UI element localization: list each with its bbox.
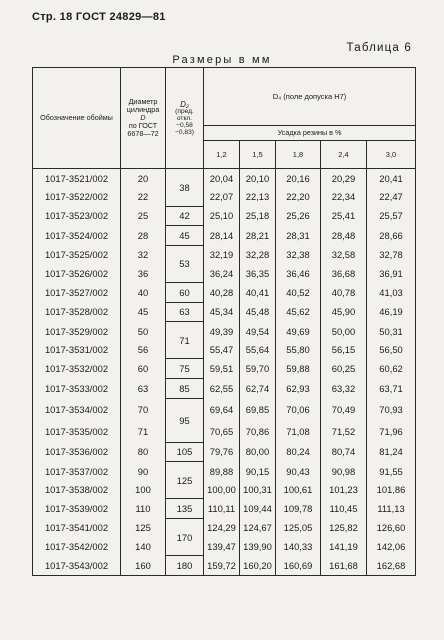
- d4-value-cell: 63,32: [321, 379, 367, 399]
- d4-value-cell: 45,90: [321, 302, 367, 322]
- shrink-2-4: 2,4: [321, 141, 367, 169]
- d4-value-cell: 36,24: [204, 264, 240, 283]
- d4-value-cell: 71,52: [321, 420, 367, 442]
- d4-value-cell: 90,98: [321, 462, 367, 481]
- col-cylinder-header: [121, 68, 166, 169]
- shrink-1-2: 1,2: [204, 141, 240, 169]
- d4-value-cell: 80,00: [240, 442, 276, 462]
- d4-value-cell: 20,41: [367, 169, 416, 188]
- table-row: [33, 499, 416, 519]
- table-row: [33, 226, 416, 246]
- col-designation-header: Обозначение обоймы: [33, 68, 121, 169]
- d4-value-cell: 59,51: [204, 359, 240, 379]
- designation-cell: 1017-3524/002: [33, 226, 121, 246]
- cylinder-cell: 40: [121, 283, 166, 303]
- table-row: [33, 245, 416, 264]
- cylinder-cell: 28: [121, 226, 166, 246]
- cylinder-cell: 32: [121, 245, 166, 264]
- cylinder-cell: 50: [121, 322, 166, 341]
- d4-value-cell: 70,49: [321, 398, 367, 420]
- d4-value-cell: 71,96: [367, 420, 416, 442]
- d4-value-cell: 36,91: [367, 264, 416, 283]
- d4-value-cell: 32,19: [204, 245, 240, 264]
- table-row: [33, 462, 416, 481]
- d4-value-cell: 46,19: [367, 302, 416, 322]
- d4-value-cell: 25,10: [204, 206, 240, 226]
- cylinder-cell: 36: [121, 264, 166, 283]
- d4-value-cell: 70,86: [240, 420, 276, 442]
- cylinder-cell: 45: [121, 302, 166, 322]
- table-row: [33, 379, 416, 399]
- cyl-line4: по ГОСТ: [128, 121, 158, 130]
- designation-cell: 1017-3531/002: [33, 340, 121, 359]
- d4-value-cell: 20,16: [276, 169, 321, 188]
- shrink-header: Усадка резины в %: [204, 126, 416, 141]
- d4-value-cell: 70,06: [276, 398, 321, 420]
- d4-value-cell: 126,60: [367, 519, 416, 538]
- shrink-1-5: 1,5: [240, 141, 276, 169]
- d4-value-cell: 22,13: [240, 188, 276, 207]
- d4-value-cell: 90,15: [240, 462, 276, 481]
- d4-value-cell: 55,47: [204, 340, 240, 359]
- cyl-line2: цилиндра: [126, 105, 160, 114]
- d4-value-cell: 63,71: [367, 379, 416, 399]
- d4-value-cell: 49,69: [276, 322, 321, 341]
- table-row: [33, 519, 416, 538]
- cylinder-cell: 56: [121, 340, 166, 359]
- table-caption: Размеры в мм: [172, 54, 272, 66]
- d4-value-cell: 59,70: [240, 359, 276, 379]
- d4-value-cell: 110,45: [321, 499, 367, 519]
- d2-merged-cell: 95: [166, 398, 204, 442]
- cylinder-cell: 25: [121, 206, 166, 226]
- d4-value-cell: 50,31: [367, 322, 416, 341]
- designation-cell: 1017-3528/002: [33, 302, 121, 322]
- cylinder-cell: 110: [121, 499, 166, 519]
- col-d2-header: [166, 68, 204, 169]
- d4-value-cell: 62,74: [240, 379, 276, 399]
- cylinder-cell: 100: [121, 480, 166, 499]
- designation-cell: 1017-3535/002: [33, 420, 121, 442]
- designation-cell: 1017-3532/002: [33, 359, 121, 379]
- d4-value-cell: 41,03: [367, 283, 416, 303]
- designation-cell: 1017-3536/002: [33, 442, 121, 462]
- d4-value-cell: 25,18: [240, 206, 276, 226]
- d2-merged-cell: 71: [166, 322, 204, 359]
- d4-value-cell: 111,13: [367, 499, 416, 519]
- d4-value-cell: 90,43: [276, 462, 321, 481]
- d4-value-cell: 109,78: [276, 499, 321, 519]
- d2-line3: откл.: [176, 114, 193, 122]
- cyl-line5: 6678—72: [127, 129, 159, 138]
- d4-value-cell: 25,26: [276, 206, 321, 226]
- d4-value-cell: 161,68: [321, 556, 367, 576]
- dimensions-table: [32, 67, 416, 576]
- d4-value-cell: 125,05: [276, 519, 321, 538]
- d4-value-cell: 20,10: [240, 169, 276, 188]
- d4-value-cell: 109,44: [240, 499, 276, 519]
- table-row: [33, 264, 416, 283]
- d4-value-cell: 124,67: [240, 519, 276, 538]
- designation-cell: 1017-3541/002: [33, 519, 121, 538]
- d2-cell: 85: [166, 379, 204, 399]
- d4-value-cell: 40,52: [276, 283, 321, 303]
- d2-line1: D₂: [180, 99, 189, 109]
- d4-value-cell: 28,48: [321, 226, 367, 246]
- cylinder-cell: 63: [121, 379, 166, 399]
- d4-value-cell: 62,93: [276, 379, 321, 399]
- d4-value-cell: 36,46: [276, 264, 321, 283]
- d4-value-cell: 22,47: [367, 188, 416, 207]
- d4-value-cell: 20,29: [321, 169, 367, 188]
- table-row: [33, 556, 416, 576]
- d4-value-cell: 81,24: [367, 442, 416, 462]
- page-header: Стр. 18 ГОСТ 24829—81: [32, 11, 166, 23]
- cylinder-cell: 70: [121, 398, 166, 420]
- d4-value-cell: 45,62: [276, 302, 321, 322]
- d4-value-cell: 100,31: [240, 480, 276, 499]
- d4-value-cell: 139,90: [240, 537, 276, 556]
- designation-cell: 1017-3525/002: [33, 245, 121, 264]
- d2-merged-cell: 53: [166, 245, 204, 282]
- cylinder-cell: 125: [121, 519, 166, 538]
- d2-cell: 45: [166, 226, 204, 246]
- designation-cell: 1017-3529/002: [33, 322, 121, 341]
- d4-value-cell: 141,19: [321, 537, 367, 556]
- d4-value-cell: 32,78: [367, 245, 416, 264]
- cylinder-cell: 71: [121, 420, 166, 442]
- d2-cell: 60: [166, 283, 204, 303]
- d4-value-cell: 28,66: [367, 226, 416, 246]
- shrink-1-8: 1,8: [276, 141, 321, 169]
- table-row: [33, 283, 416, 303]
- table-row: [33, 480, 416, 499]
- d4-value-cell: 28,21: [240, 226, 276, 246]
- designation-cell: 1017-3534/002: [33, 398, 121, 420]
- d2-cell: 42: [166, 206, 204, 226]
- d4-value-cell: 69,64: [204, 398, 240, 420]
- d4-value-cell: 110,11: [204, 499, 240, 519]
- d4-value-cell: 80,74: [321, 442, 367, 462]
- d2-cell: 135: [166, 499, 204, 519]
- d2-line2: (пред.: [175, 107, 194, 115]
- designation-cell: 1017-3538/002: [33, 480, 121, 499]
- cylinder-cell: 90: [121, 462, 166, 481]
- d2-merged-cell: 125: [166, 462, 204, 499]
- d4-value-cell: 69,85: [240, 398, 276, 420]
- table-row: [33, 188, 416, 207]
- shrink-3-0: 3,0: [367, 141, 416, 169]
- cyl-line3: D: [140, 113, 146, 122]
- d2-cell: 180: [166, 556, 204, 576]
- designation-cell: 1017-3527/002: [33, 283, 121, 303]
- d4-value-cell: 45,48: [240, 302, 276, 322]
- d4-value-cell: 70,93: [367, 398, 416, 420]
- col-d4-header: D₄ (поле допуска Н7): [204, 68, 416, 126]
- cylinder-cell: 22: [121, 188, 166, 207]
- designation-cell: 1017-3542/002: [33, 537, 121, 556]
- d4-value-cell: 162,68: [367, 556, 416, 576]
- designation-cell: 1017-3523/002: [33, 206, 121, 226]
- d4-value-cell: 71,08: [276, 420, 321, 442]
- d4-value-cell: 28,31: [276, 226, 321, 246]
- d2-line5: −0,83): [175, 128, 194, 136]
- cyl-line1: Диаметр: [128, 97, 158, 106]
- cylinder-cell: 140: [121, 537, 166, 556]
- table-row: [33, 398, 416, 420]
- table-row: [33, 322, 416, 341]
- d4-value-cell: 101,86: [367, 480, 416, 499]
- cylinder-cell: 160: [121, 556, 166, 576]
- d4-value-cell: 160,20: [240, 556, 276, 576]
- d4-value-cell: 28,14: [204, 226, 240, 246]
- d4-value-cell: 89,88: [204, 462, 240, 481]
- table-row: [33, 169, 416, 188]
- d4-value-cell: 80,24: [276, 442, 321, 462]
- table-row: [33, 537, 416, 556]
- d4-value-cell: 32,38: [276, 245, 321, 264]
- d4-value-cell: 139,47: [204, 537, 240, 556]
- d4-value-cell: 40,78: [321, 283, 367, 303]
- d4-value-cell: 91,55: [367, 462, 416, 481]
- d4-value-cell: 124,29: [204, 519, 240, 538]
- d4-value-cell: 59,88: [276, 359, 321, 379]
- cylinder-cell: 80: [121, 442, 166, 462]
- designation-cell: 1017-3539/002: [33, 499, 121, 519]
- d4-value-cell: 125,82: [321, 519, 367, 538]
- d4-value-cell: 79,76: [204, 442, 240, 462]
- table-row: [33, 206, 416, 226]
- d2-line4: −0,58: [176, 121, 193, 129]
- table-row: [33, 420, 416, 442]
- table-body: [33, 169, 416, 576]
- table-row: [33, 302, 416, 322]
- d4-value-cell: 40,28: [204, 283, 240, 303]
- d2-merged-cell: 170: [166, 519, 204, 556]
- table-row: [33, 359, 416, 379]
- d4-value-cell: 40,41: [240, 283, 276, 303]
- d4-value-cell: 56,15: [321, 340, 367, 359]
- d4-value-cell: 56,50: [367, 340, 416, 359]
- d4-value-cell: 55,80: [276, 340, 321, 359]
- table-row: [33, 442, 416, 462]
- designation-cell: 1017-3526/002: [33, 264, 121, 283]
- d4-value-cell: 55,64: [240, 340, 276, 359]
- d4-value-cell: 22,20: [276, 188, 321, 207]
- d4-value-cell: 36,68: [321, 264, 367, 283]
- d2-cell: 75: [166, 359, 204, 379]
- d4-value-cell: 100,61: [276, 480, 321, 499]
- d4-value-cell: 62,55: [204, 379, 240, 399]
- d4-value-cell: 140,33: [276, 537, 321, 556]
- designation-cell: 1017-3521/002: [33, 169, 121, 188]
- d4-value-cell: 49,54: [240, 322, 276, 341]
- designation-cell: 1017-3533/002: [33, 379, 121, 399]
- designation-cell: 1017-3543/002: [33, 556, 121, 576]
- d4-value-cell: 60,25: [321, 359, 367, 379]
- d4-value-cell: 32,28: [240, 245, 276, 264]
- d4-value-cell: 100,00: [204, 480, 240, 499]
- cylinder-cell: 60: [121, 359, 166, 379]
- d4-value-cell: 32,58: [321, 245, 367, 264]
- d4-value-cell: 36,35: [240, 264, 276, 283]
- d4-value-cell: 45,34: [204, 302, 240, 322]
- d4-value-cell: 50,00: [321, 322, 367, 341]
- d4-value-cell: 160,69: [276, 556, 321, 576]
- d4-value-cell: 22,07: [204, 188, 240, 207]
- table-row: [33, 340, 416, 359]
- designation-cell: 1017-3537/002: [33, 462, 121, 481]
- d2-cell: 105: [166, 442, 204, 462]
- d4-value-cell: 101,23: [321, 480, 367, 499]
- d4-value-cell: 25,41: [321, 206, 367, 226]
- d4-value-cell: 60,62: [367, 359, 416, 379]
- d4-value-cell: 49,39: [204, 322, 240, 341]
- table-number: Таблица 6: [346, 42, 412, 54]
- d4-value-cell: 70,65: [204, 420, 240, 442]
- d4-value-cell: 22,34: [321, 188, 367, 207]
- d2-cell: 63: [166, 302, 204, 322]
- d4-value-cell: 142,06: [367, 537, 416, 556]
- d4-value-cell: 25,57: [367, 206, 416, 226]
- cylinder-cell: 20: [121, 169, 166, 188]
- d4-value-cell: 20,04: [204, 169, 240, 188]
- d4-value-cell: 159,72: [204, 556, 240, 576]
- d2-merged-cell: 38: [166, 169, 204, 207]
- designation-cell: 1017-3522/002: [33, 188, 121, 207]
